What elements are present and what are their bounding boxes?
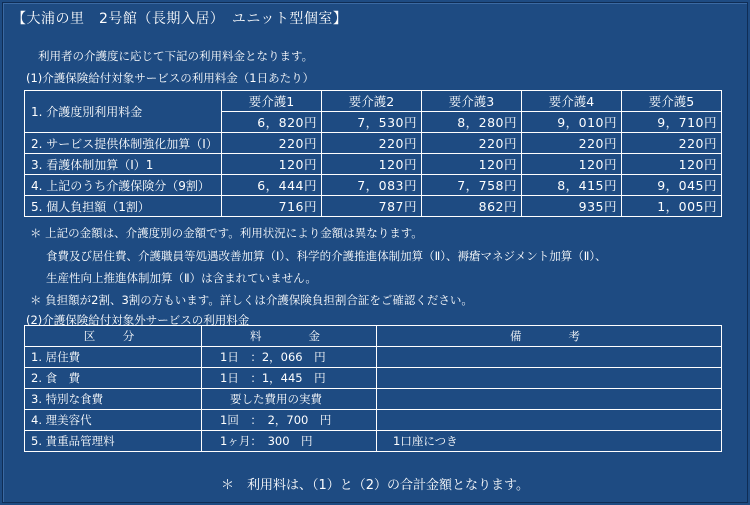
table-cell: 120円 (222, 154, 322, 175)
note-line: ＊ 上記の金額は、介護度別の金額です。利用状況により金額は異なります。 (30, 226, 423, 240)
note-cell (377, 389, 722, 410)
intro-text: 利用者の介護度に応じて下記の利用料金となります。 (38, 49, 314, 63)
note-line: 食費及び居住費、介護職員等処遇改善加算（Ⅰ）、科学的介護推進体制加算（Ⅱ）、褥瘡マネジメント加算（Ⅱ）、 (46, 249, 607, 263)
page-title: 【大浦の里 2号館（長期入居） ユニット型個室】 (12, 11, 348, 27)
row-label: 2. サービス提供体制強化加算（Ⅰ） (25, 133, 222, 154)
table-cell: 6，444円 (222, 175, 322, 196)
table-cell: 7，530円 (322, 112, 422, 133)
table-cell: 120円 (522, 154, 622, 175)
fee-cell: 要した費用の実費 (202, 389, 377, 410)
column-header: 料 金 (202, 326, 377, 347)
table-cell: 787円 (322, 196, 422, 217)
section1-title: (1)介護保険給付対象サービスの利用料金（1日あたり） (26, 71, 315, 85)
fee-cell: 1日 ：2，066 円 (202, 347, 377, 368)
table-cell: 120円 (322, 154, 422, 175)
note-cell (377, 347, 722, 368)
table-cell: 6，820円 (222, 112, 322, 133)
column-header: 要介護5 (622, 91, 722, 112)
note-cell (377, 410, 722, 431)
category-cell: 3. 特別な食費 (25, 389, 202, 410)
table-cell: 220円 (322, 133, 422, 154)
table-cell: 220円 (222, 133, 322, 154)
table-cell: 220円 (522, 133, 622, 154)
column-header: 要介護1 (222, 91, 322, 112)
table-cell: 120円 (622, 154, 722, 175)
footer-note: ＊ 利用料は、（1）と（2）の合計金額となります。 (220, 478, 529, 493)
table-row (25, 175, 722, 196)
table-row (25, 196, 722, 217)
table-cell: 8，415円 (522, 175, 622, 196)
column-header: 要介護2 (322, 91, 422, 112)
table-row (25, 431, 722, 452)
table-row (25, 133, 722, 154)
care-fee-table (24, 90, 722, 217)
fee-cell: 1日 ：1，445 円 (202, 368, 377, 389)
column-header: 要介護3 (422, 91, 522, 112)
table-cell: 220円 (622, 133, 722, 154)
table-cell: 120円 (422, 154, 522, 175)
table-row (25, 347, 722, 368)
table-cell: 9，045円 (622, 175, 722, 196)
row-label: 5. 個人負担額（1割） (25, 196, 222, 217)
table-row (25, 326, 722, 347)
table-cell: 9，710円 (622, 112, 722, 133)
row-label: 3. 看護体制加算（Ⅰ）1 (25, 154, 222, 175)
column-header: 備 考 (377, 326, 722, 347)
note-line: 生産性向上推進体制加算（Ⅱ）は含まれていません。 (46, 271, 317, 285)
table-cell: 9，010円 (522, 112, 622, 133)
table-cell: 1，005円 (622, 196, 722, 217)
section2-title: (2)介護保険給付対象外サービスの利用料金 (26, 313, 250, 327)
table-cell: 7，083円 (322, 175, 422, 196)
category-cell: 2. 食 費 (25, 368, 202, 389)
category-cell: 5. 貴重品管理料 (25, 431, 202, 452)
table-cell: 935円 (522, 196, 622, 217)
row-label: 1. 介護度別利用料金 (25, 91, 222, 133)
table-row (25, 410, 722, 431)
row-label: 4. 上記のうち介護保険分（9割） (25, 175, 222, 196)
table-cell: 8，280円 (422, 112, 522, 133)
fee-cell: 1ヶ月： 300 円 (202, 431, 377, 452)
table-cell: 862円 (422, 196, 522, 217)
note-cell: 1口座につき (377, 431, 722, 452)
fee-cell: 1回 ： 2，700 円 (202, 410, 377, 431)
non-covered-fee-table (24, 325, 722, 452)
table-cell: 716円 (222, 196, 322, 217)
table-cell: 7，758円 (422, 175, 522, 196)
table-row (25, 154, 722, 175)
category-cell: 4. 理美容代 (25, 410, 202, 431)
table-cell: 220円 (422, 133, 522, 154)
note-line: ＊ 負担額が2割、3割の方もいます。詳しくは介護保険負担割合証をご確認ください。 (30, 293, 473, 307)
category-cell: 1. 居住費 (25, 347, 202, 368)
table-row (25, 91, 722, 112)
note-cell (377, 368, 722, 389)
column-header: 要介護4 (522, 91, 622, 112)
table-row (25, 368, 722, 389)
table-row (25, 389, 722, 410)
column-header: 区 分 (25, 326, 202, 347)
